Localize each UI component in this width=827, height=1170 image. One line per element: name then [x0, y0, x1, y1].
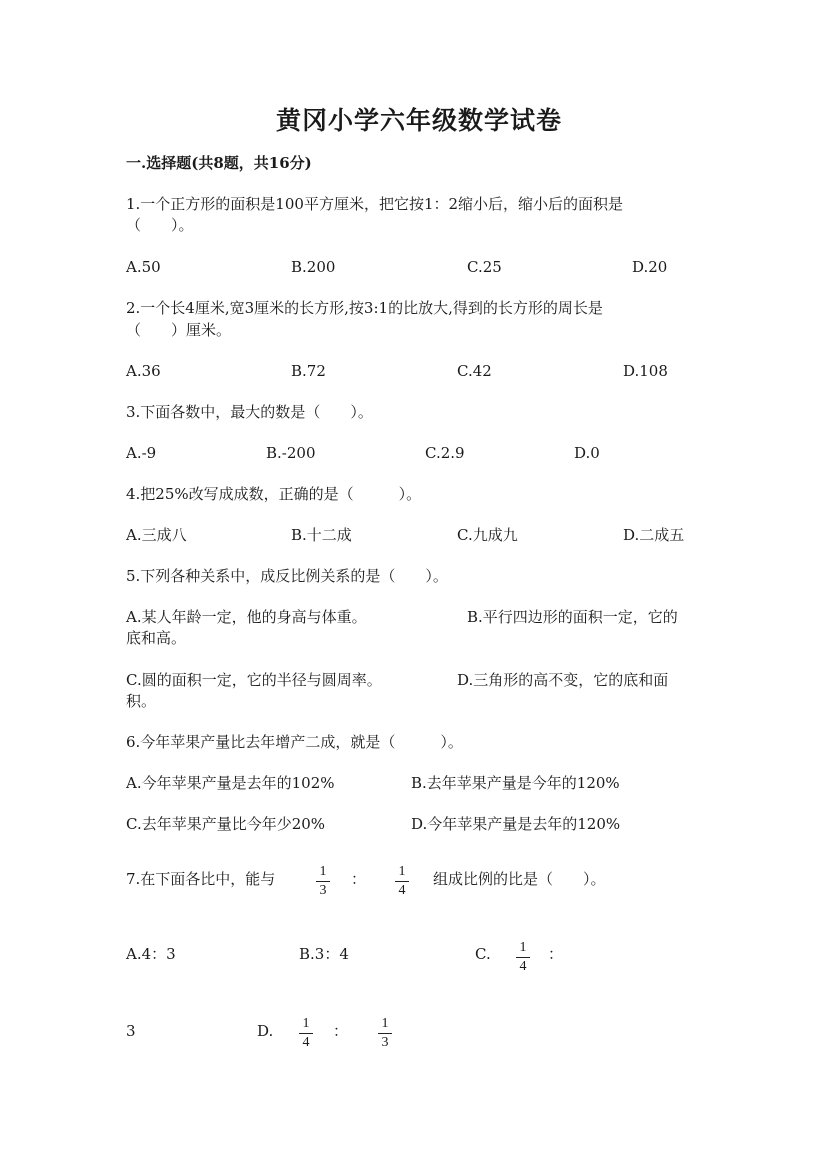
question-3-option-a[interactable]: A.-9 — [126, 444, 157, 462]
fraction-bar — [316, 881, 330, 882]
fraction-denominator: 3 — [381, 1035, 389, 1050]
question-5-option-c[interactable]: C.圆的面积一定，它的半径与圆周率。 — [126, 671, 382, 689]
question-5-stem: 5.下列各种关系中，成反比例关系的是（ ）。 — [126, 567, 448, 585]
question-1-stem: 1.一个正方形的面积是100平方厘米，把它按1：2缩小后，缩小后的面积是 — [126, 195, 624, 213]
fraction-bar — [299, 1033, 313, 1034]
ratio-colon: ： — [351, 870, 367, 888]
question-7-stem-end: 组成比例的比是（ ）。 — [433, 870, 606, 888]
question-7-fraction-2 — [395, 864, 409, 899]
fraction-denominator: 4 — [398, 883, 406, 898]
question-3-option-b[interactable]: B.-200 — [266, 444, 316, 462]
question-6-option-d[interactable]: D.今年苹果产量是去年的120% — [411, 815, 621, 833]
question-6-stem: 6.今年苹果产量比去年增产二成，就是（ ）。 — [126, 733, 463, 751]
fraction-numerator: 1 — [398, 864, 406, 879]
ratio-colon: ： — [333, 1022, 349, 1040]
question-1-option-d[interactable]: D.20 — [632, 258, 668, 276]
question-1-option-c[interactable]: C.25 — [467, 258, 502, 276]
question-7-option-a[interactable]: A.4：3 — [126, 945, 176, 963]
question-7-option-c-fraction — [516, 940, 530, 975]
question-6-option-b[interactable]: B.去年苹果产量是今年的120% — [411, 774, 620, 792]
question-5-option-b[interactable]: B.平行四边形的面积一定，它的 — [467, 608, 678, 626]
question-3-stem: 3.下面各数中，最大的数是（ ）。 — [126, 403, 373, 421]
question-1-stem-cont: （ ）。 — [126, 216, 194, 234]
question-5-option-b-cont: 底和高。 — [126, 629, 187, 647]
question-7-option-c-label[interactable]: C. — [475, 945, 491, 963]
question-4-option-b[interactable]: B.十二成 — [291, 526, 352, 544]
question-1-option-b[interactable]: B.200 — [291, 258, 336, 276]
question-6-option-c[interactable]: C.去年苹果产量比今年少20% — [126, 815, 326, 833]
question-7-option-d-fraction-2 — [378, 1016, 392, 1051]
fraction-numerator: 1 — [519, 940, 527, 955]
fraction-denominator: 3 — [319, 883, 327, 898]
question-3-option-c[interactable]: C.2.9 — [425, 444, 465, 462]
question-2-stem: 2.一个长4厘米,宽3厘米的长方形,按3:1的比放大,得到的长方形的周长是 — [126, 299, 603, 317]
question-1-option-a[interactable]: A.50 — [126, 258, 161, 276]
fraction-denominator: 4 — [519, 959, 527, 974]
question-7-option-d-fraction-1 — [299, 1016, 313, 1051]
question-2-stem-cont: （ ）厘米。 — [126, 321, 232, 339]
question-3-option-d[interactable]: D.0 — [574, 444, 600, 462]
fraction-numerator: 1 — [381, 1016, 389, 1031]
fraction-numerator: 1 — [302, 1016, 310, 1031]
question-7-option-c-tail: 3 — [126, 1022, 136, 1040]
question-2-option-a[interactable]: A.36 — [126, 362, 161, 380]
question-2-option-c[interactable]: C.42 — [457, 362, 492, 380]
exam-title: 黄冈小学六年级数学试卷 — [276, 106, 563, 135]
fraction-numerator: 1 — [319, 864, 327, 879]
fraction-bar — [378, 1033, 392, 1034]
question-5-option-a[interactable]: A.某人年龄一定，他的身高与体重。 — [126, 608, 367, 626]
question-6-option-a[interactable]: A.今年苹果产量是去年的102% — [126, 774, 335, 792]
ratio-colon: ： — [548, 945, 564, 963]
question-7-option-d-label[interactable]: D. — [257, 1022, 274, 1040]
question-5-option-d-cont: 积。 — [126, 692, 157, 710]
question-4-option-a[interactable]: A.三成八 — [126, 526, 187, 544]
question-4-stem: 4.把25%改写成成数，正确的是（ ）。 — [126, 485, 422, 503]
fraction-bar — [516, 957, 530, 958]
section-heading: 一.选择题(共8题，共16分) — [126, 154, 312, 172]
question-4-option-d[interactable]: D.二成五 — [623, 526, 685, 544]
question-2-option-d[interactable]: D.108 — [623, 362, 668, 380]
fraction-denominator: 4 — [302, 1035, 310, 1050]
question-7-option-b[interactable]: B.3：4 — [299, 945, 349, 963]
question-7-fraction-1 — [316, 864, 330, 899]
question-5-option-d[interactable]: D.三角形的高不变，它的底和面 — [457, 671, 669, 689]
question-4-option-c[interactable]: C.九成九 — [457, 526, 518, 544]
question-7-stem-start: 7.在下面各比中，能与 — [126, 870, 276, 888]
fraction-bar — [395, 881, 409, 882]
question-2-option-b[interactable]: B.72 — [291, 362, 326, 380]
